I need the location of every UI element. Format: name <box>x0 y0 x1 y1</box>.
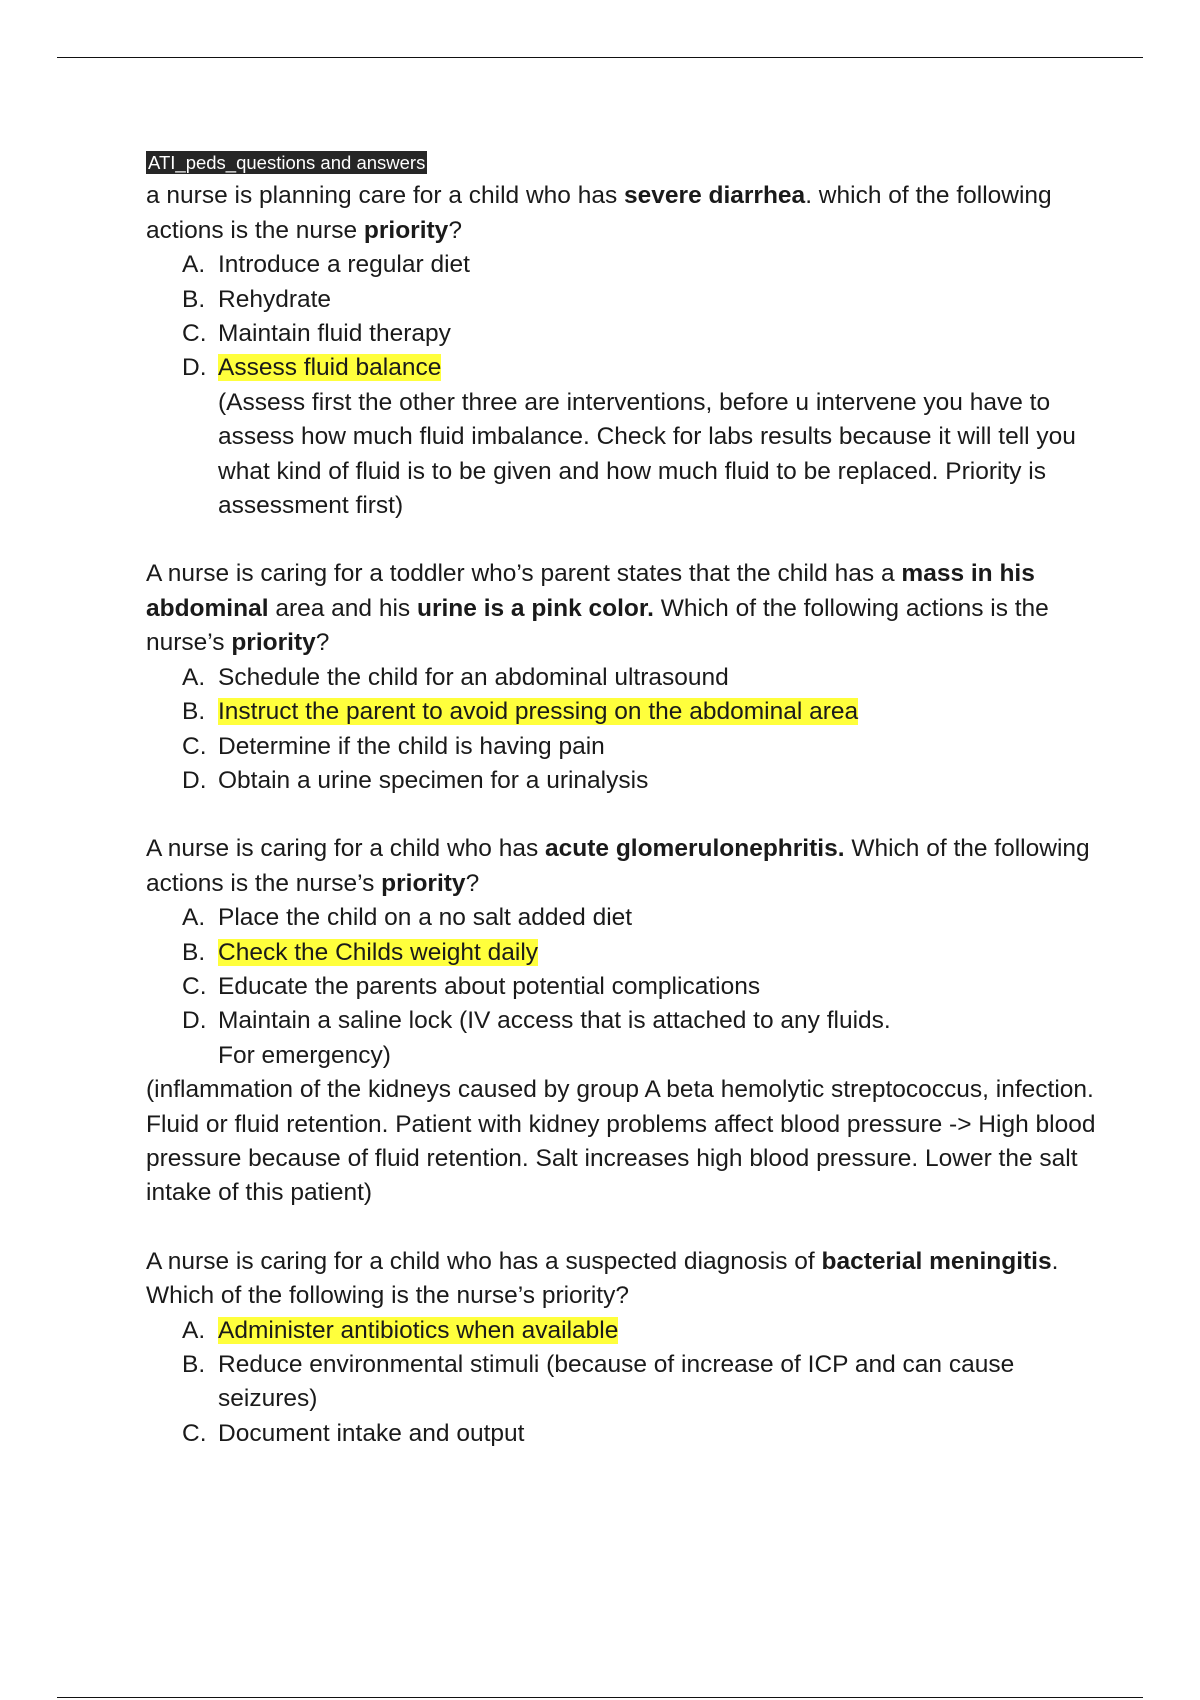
option-letter: C. <box>182 320 207 348</box>
header-rule <box>57 57 1143 58</box>
stem-text: ? <box>465 869 480 897</box>
question-rationale: (inflammation of the kidneys caused by group A beta hemolytic streptococcus, infection. Fluid or fluid retention. Patient with kidney problems affect blood pressure -> High blood pressure because of fluid retention. Salt increases high blood pressure. Lower the salt intake of this patient) <box>146 1076 1096 1207</box>
answer-option-correct <box>182 936 1106 970</box>
question-stem <box>146 557 1106 660</box>
option-text: Determine if the child is having pain <box>218 732 605 760</box>
stem-bold-text: priority <box>363 216 449 244</box>
option-letter: C. <box>182 972 207 1000</box>
stem-bold-text: acute glomerulonephritis. <box>545 835 845 863</box>
stem-text: . Which of the following is the nurse’s priority? <box>146 1247 1059 1310</box>
option-text: Schedule the child for an abdominal ultrasound <box>218 663 729 691</box>
option-letter: B. <box>182 1351 206 1378</box>
answer-option-correct <box>182 695 1106 729</box>
stem-text: . which of the following actions is the nurse <box>146 182 1052 244</box>
option-text: Place the child on a no salt added diet <box>218 904 633 932</box>
option-continuation: For emergency) <box>218 1041 391 1069</box>
stem-text: Which of the following actions is the nurse’s <box>146 835 1090 897</box>
option-letter: B. <box>182 698 206 726</box>
option-letter: A. <box>182 1316 206 1344</box>
answer-option <box>182 970 1106 1004</box>
question-3 <box>146 832 1106 1210</box>
option-letter: D. <box>182 1007 207 1035</box>
stem-text: a nurse is planning care for a child who has <box>146 182 625 210</box>
answer-options <box>146 661 1106 799</box>
answer-option <box>182 730 1106 764</box>
option-text: Document intake and output <box>218 1419 525 1447</box>
option-note: (Assess first the other three are interventions, before u intervene you have to assess how much fluid imbalance. Check for labs results because it will tell you what kind of fluid is to be given and how much fluid to be replaced. Priority is assessment first) <box>218 388 1076 520</box>
stem-bold-text: bacterial meningitis <box>821 1247 1052 1275</box>
answer-option <box>182 317 1106 351</box>
option-letter: D. <box>182 354 207 382</box>
footer-rule <box>57 1697 1143 1698</box>
answer-option-correct <box>182 1314 1106 1348</box>
option-letter: A. <box>182 904 206 932</box>
stem-text: Which of the following actions is the nurse’s <box>146 594 1049 657</box>
option-text: Obtain a urine specimen for a urinalysis <box>218 766 649 794</box>
option-letter: B. <box>182 285 206 313</box>
stem-bold-text: priority <box>231 629 316 657</box>
answer-option <box>182 283 1106 317</box>
question-stem <box>146 832 1106 901</box>
question-1 <box>146 179 1106 523</box>
stem-bold-text: mass in his abdominal <box>146 560 1035 622</box>
answer-option <box>182 764 1106 798</box>
answer-options <box>146 1314 1106 1452</box>
option-text-highlighted: Instruct the parent to avoid pressing on the abdominal area <box>218 698 859 726</box>
stem-text: A nurse is caring for a child who has a suspected diagnosis of <box>146 1247 822 1275</box>
answer-option <box>182 661 1106 695</box>
stem-text: ? <box>315 629 330 657</box>
option-letter: C. <box>182 1419 207 1447</box>
stem-text: ? <box>448 216 462 244</box>
answer-option <box>182 1004 1106 1073</box>
option-letter: A. <box>182 663 206 691</box>
answer-options <box>146 901 1106 1073</box>
option-text: Reduce environmental stimuli (because of increase of ICP and can cause seizures) <box>218 1351 1015 1413</box>
option-text-highlighted: Assess fluid balance <box>218 354 442 382</box>
question-stem <box>146 179 1106 248</box>
question-stem <box>146 1245 1106 1314</box>
option-text-highlighted: Administer antibiotics when available <box>218 1316 619 1344</box>
option-text: Rehydrate <box>218 285 332 313</box>
stem-bold-text: severe diarrhea <box>624 182 806 210</box>
answer-option <box>182 248 1106 282</box>
answer-option-correct <box>182 351 1106 523</box>
stem-bold-text: urine is a pink color. <box>416 594 654 622</box>
answer-option <box>182 1417 1106 1451</box>
option-text: Educate the parents about potential complications <box>218 972 761 1000</box>
option-letter: B. <box>182 938 206 966</box>
option-letter: C. <box>182 732 207 760</box>
stem-text: A nurse is caring for a toddler who’s parent states that the child has a <box>146 560 902 588</box>
option-text-highlighted: Check the Childs weight daily <box>218 938 539 966</box>
option-letter: A. <box>182 251 206 279</box>
option-letter: D. <box>182 766 207 794</box>
option-text: Maintain fluid therapy <box>218 320 451 348</box>
question-4 <box>146 1245 1106 1451</box>
answer-option <box>182 901 1106 935</box>
stem-bold-text: priority <box>381 869 466 897</box>
question-2 <box>146 557 1106 798</box>
option-text: Introduce a regular diet <box>218 251 470 279</box>
answer-options <box>146 248 1106 523</box>
option-text: Maintain a saline lock (IV access that is attached to any fluids. <box>218 1007 891 1035</box>
document-title: ATI_peds_questions and answers <box>148 152 426 173</box>
stem-text: area and his <box>268 594 417 622</box>
stem-text: A nurse is caring for a child who has <box>146 835 546 863</box>
document-body <box>146 145 1106 1451</box>
answer-option <box>182 1348 1106 1417</box>
